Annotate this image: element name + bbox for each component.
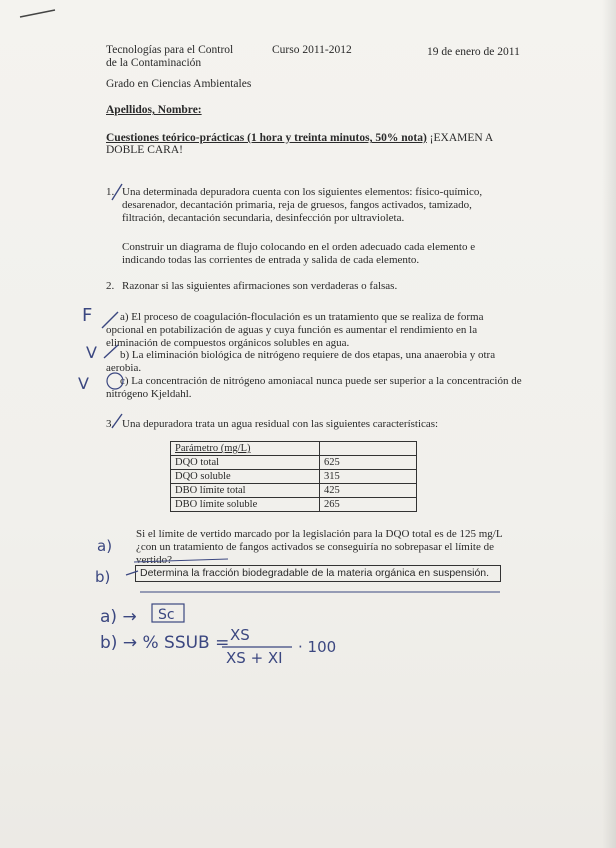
exam-title-line2: DOBLE CARA! <box>106 144 183 156</box>
true-mark: V <box>86 343 97 362</box>
q2-text: Razonar si las siguientes afirmaciones son verdaderas o falsas. <box>122 280 398 292</box>
arrow-mark <box>126 571 138 575</box>
table-cell: DQO soluble <box>171 470 320 484</box>
check-stroke <box>104 345 118 358</box>
check-stroke <box>112 414 122 428</box>
q2a-line: a) El proceso de coagulación-floculación es un tratamiento que se realiza de forma <box>120 311 484 323</box>
q2b-line: aerobia. <box>106 362 142 374</box>
exam-date: 19 de enero de 2011 <box>427 46 520 58</box>
work-a-label: a) → <box>100 607 137 627</box>
q2a-line: eliminación de compuestos orgánicos solubles en agua. <box>106 337 350 349</box>
q1-number: 1. <box>106 186 115 198</box>
handwritten-label-b: b) <box>95 568 111 586</box>
check-stroke <box>112 184 122 200</box>
course-title-line2: de la Contaminación <box>106 57 202 69</box>
q3b-boxed-question: Determina la fracción biodegradable de la materia orgánica en suspensión. <box>135 565 501 582</box>
fraction-denominator: XS + XI <box>226 649 283 667</box>
course-title-line1: Tecnologías para el Control <box>106 44 234 56</box>
academic-year: Curso 2011-2012 <box>272 44 352 56</box>
q2c-line: c) La concentración de nitrógeno amoniacal nunca puede ser superior a la concentración de <box>120 375 522 387</box>
q3a-line: ¿con un tratamiento de fangos activados se conseguiría no sobrepasar el límite de <box>136 541 494 553</box>
q3-number: 3. <box>106 418 115 430</box>
q2b-line: b) La eliminación biológica de nitrógeno requiere de dos etapas, una anaerobia y otra <box>120 349 496 361</box>
times-hundred: · 100 <box>298 638 337 656</box>
fraction-numerator: XS <box>230 626 250 644</box>
q1-line: desarenador, decantación primaria, reja de gruesos, fangos activados, tamizado, <box>122 199 472 211</box>
q2a-line: opcional en potabilización de aguas y cuya función es aumentar el rendimiento en la <box>106 324 478 336</box>
table-cell: 265 <box>320 498 417 512</box>
table-cell: DQO total <box>171 456 320 470</box>
q2c-line: nitrógeno Kjeldahl. <box>106 388 192 400</box>
table-cell: 315 <box>320 470 417 484</box>
q2-number: 2. <box>106 280 115 292</box>
table-cell: 625 <box>320 456 417 470</box>
table-cell: DBO límite soluble <box>171 498 320 512</box>
q1-line: Una determinada depuradora cuenta con los siguientes elementos: físico-químico, <box>122 186 483 198</box>
table-cell: DBO límite total <box>171 484 320 498</box>
handwritten-label-a: a) <box>97 537 113 555</box>
circle-mark <box>107 373 123 389</box>
q3-text: Una depuradora trata un agua residual con las siguientes características: <box>122 418 439 430</box>
true-mark: V <box>78 374 89 393</box>
q1-instruction-line: Construir un diagrama de flujo colocando en el orden adecuado cada elemento e <box>122 241 476 253</box>
check-stroke <box>102 312 118 328</box>
q1-instruction-line: indicando todas las corrientes de entrada y salida de cada elemento. <box>122 254 420 266</box>
name-label: Apellidos, Nombre: <box>106 104 202 116</box>
q3a-line: Si el límite de vertido marcado por la legislación para la DQO total es de 125 mg/L <box>136 528 503 540</box>
exam-title-rest: ¡EXAMEN A <box>426 132 494 144</box>
pen-stroke <box>20 10 55 17</box>
table-cell: 425 <box>320 484 417 498</box>
work-b-label: b) → % SSUB = <box>100 633 230 653</box>
table-cell: Parámetro (mg/L) <box>171 442 320 456</box>
false-mark: F <box>82 305 93 326</box>
exam-title-underlined: Cuestiones teórico-prácticas (1 hora y treinta minutos, 50% nota) <box>106 132 427 144</box>
degree-name: Grado en Ciencias Ambientales <box>106 78 252 90</box>
q3a-line: vertido? <box>136 554 173 566</box>
underline-stroke <box>134 559 228 562</box>
q1-line: filtración, decantación secundaria, desinfección por ultravioleta. <box>122 212 405 224</box>
work-a-box-text: Sc <box>158 607 175 623</box>
